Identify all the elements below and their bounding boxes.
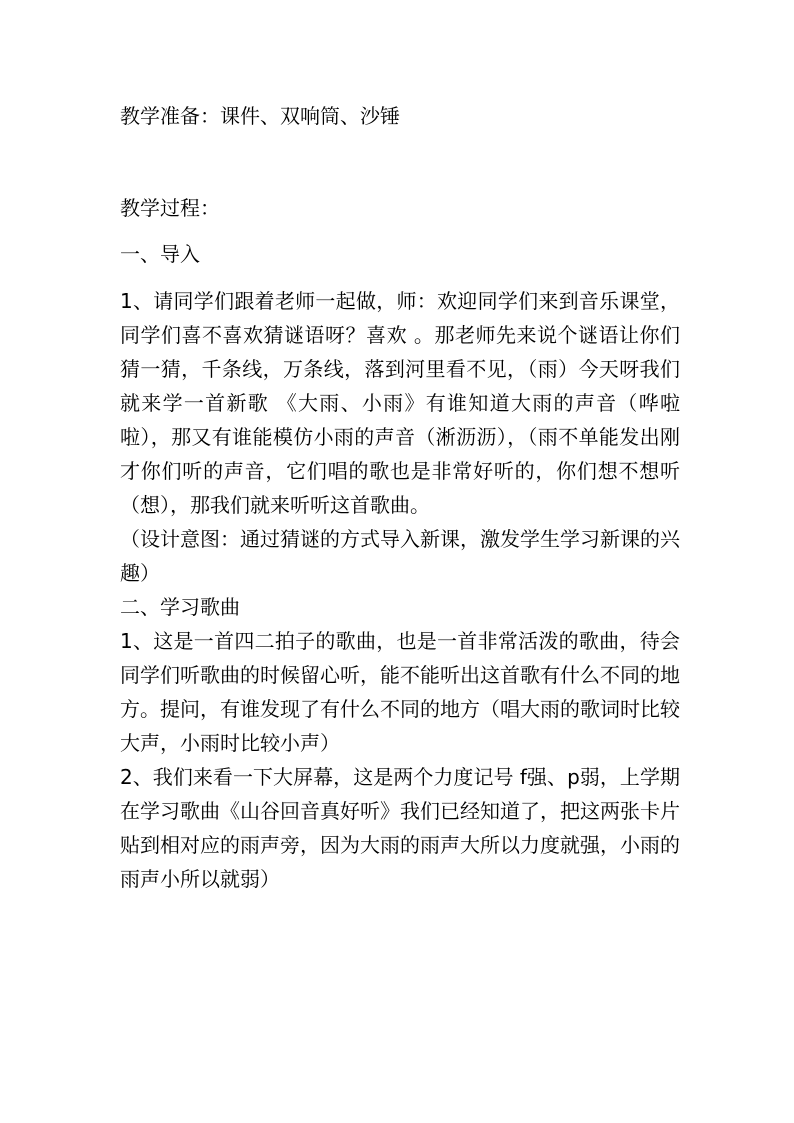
section-2-heading: 二、学习歌曲 (120, 595, 240, 619)
section-1-paragraph: 1、请同学们跟着老师一起做，师：欢迎同学们来到音乐课堂，同学们喜不喜欢猜谜语呀？喜欢 。那老师先来说个谜语让你们猜一猜，千条线，万条线，落到河里看不见，（雨）今天呀我们就来学一首新歌 《大雨、小雨》有谁知道大雨的声音（哗啦啦），那又有谁能模仿小雨的声音（淅沥沥），（雨不单能发出刚才你们听的声音，它们唱的歌也是非常好听的，你们想不想听（想），那我们就来听听这首歌曲。 (120, 289, 680, 517)
teaching-process-heading: 教学过程： (120, 196, 220, 220)
document-body (120, 100, 680, 896)
section-1-design-note: （设计意图：通过猜谜的方式导入新课，激发学生学习新课的兴趣） (120, 527, 680, 585)
spacer (120, 132, 680, 192)
section-2-paragraph-1: 1、这是一首四二拍子的歌曲，也是一首非常活泼的歌曲，待会同学们听歌曲的时候留心听，能不能听出这首歌有什么不同的地方。提问，有谁发现了有什么不同的地方（唱大雨的歌词时比较大声，小雨时比较小声） (120, 629, 680, 755)
teaching-prep-line: 教学准备：课件、双响筒、沙锤 (120, 104, 400, 128)
spacer (120, 224, 680, 238)
spacer (120, 270, 680, 284)
section-1-heading: 一、导入 (120, 242, 200, 266)
section-2-paragraph-2: 2、我们来看一下大屏幕，这是两个力度记号 f强、p弱，上学期在学习歌曲《山谷回音真好听》我们已经知道了，把这两张卡片贴到相对应的雨声旁，因为大雨的雨声大所以力度就强，小雨的雨声小所以就弱） (120, 765, 680, 891)
